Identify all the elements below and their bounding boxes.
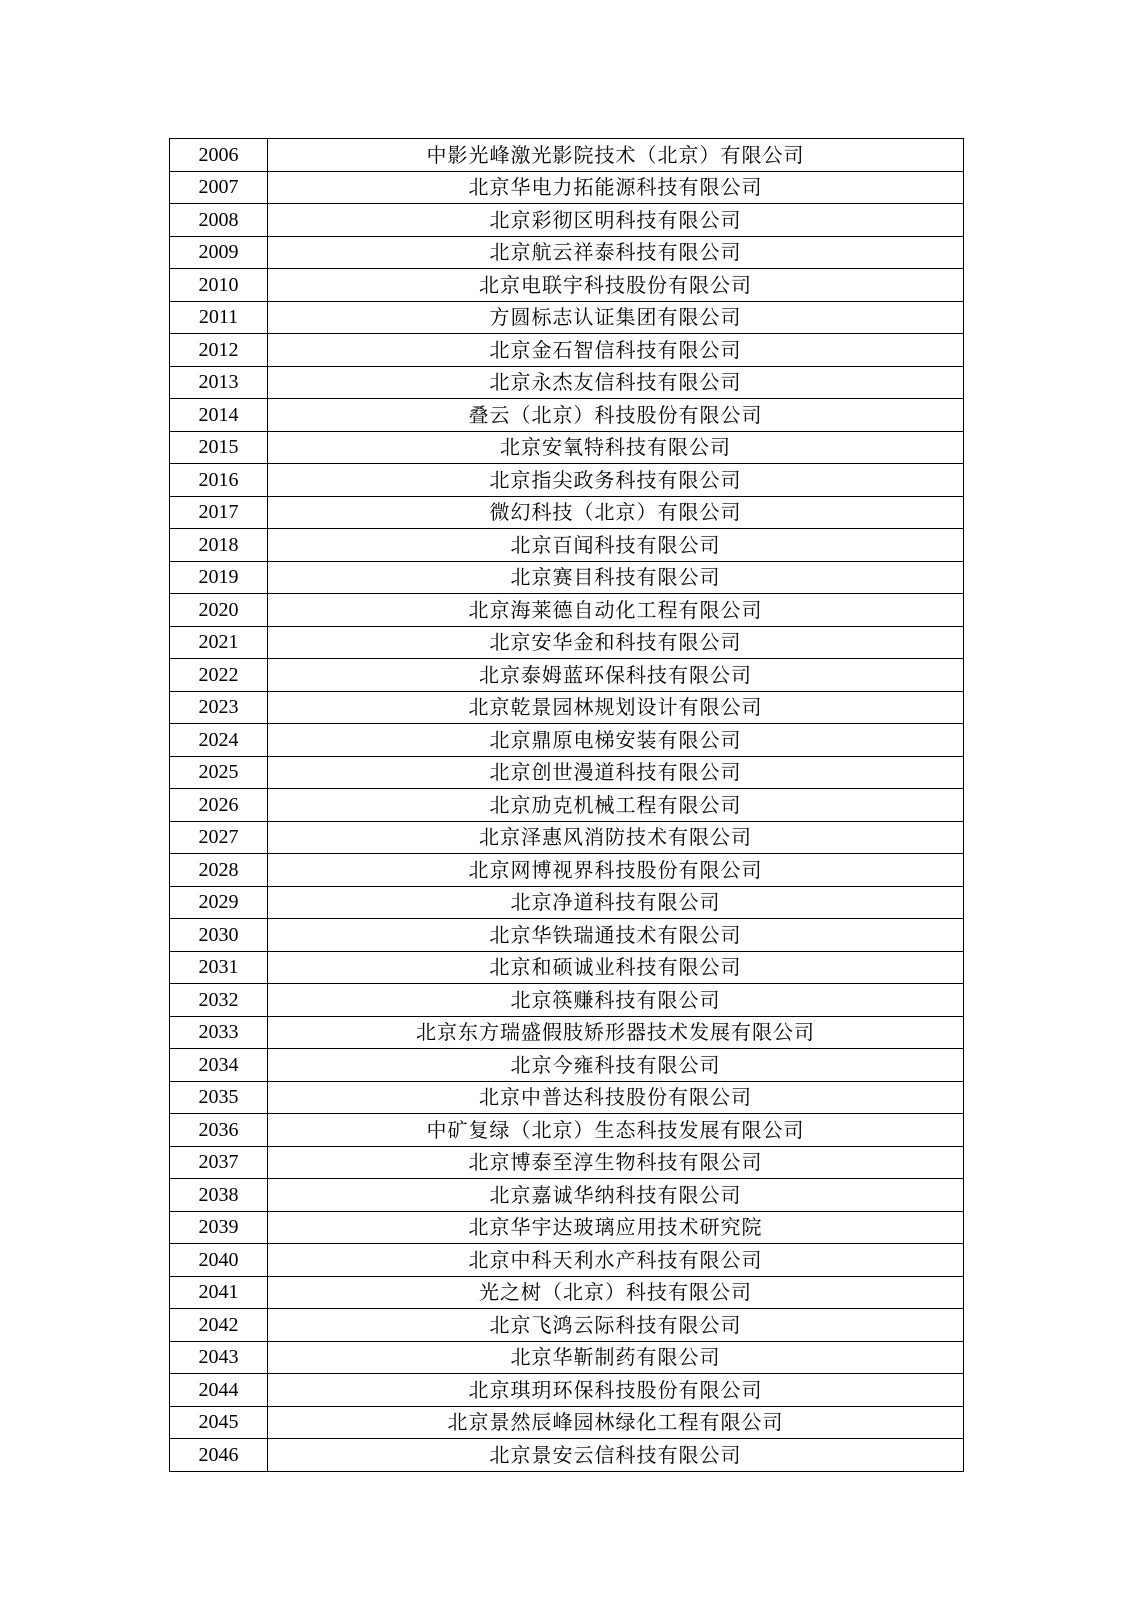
table-row [170, 951, 964, 984]
table-row [170, 1276, 964, 1309]
company-name: 北京赛目科技有限公司 [268, 561, 964, 594]
table-row [170, 1406, 964, 1439]
company-name: 北京百闻科技有限公司 [268, 529, 964, 562]
row-number: 2006 [170, 139, 268, 172]
company-name: 北京琪玥环保科技股份有限公司 [268, 1374, 964, 1407]
row-number: 2023 [170, 691, 268, 724]
row-number: 2028 [170, 854, 268, 887]
company-name: 北京博泰至淳生物科技有限公司 [268, 1146, 964, 1179]
company-name: 北京彩彻区明科技有限公司 [268, 204, 964, 237]
table-row [170, 626, 964, 659]
table-row [170, 1309, 964, 1342]
table-row [170, 334, 964, 367]
row-number: 2035 [170, 1081, 268, 1114]
table-row [170, 789, 964, 822]
row-number: 2039 [170, 1211, 268, 1244]
company-name: 北京安氧特科技有限公司 [268, 431, 964, 464]
row-number: 2046 [170, 1439, 268, 1472]
row-number: 2007 [170, 171, 268, 204]
company-name: 北京金石智信科技有限公司 [268, 334, 964, 367]
row-number: 2012 [170, 334, 268, 367]
row-number: 2038 [170, 1179, 268, 1212]
row-number: 2017 [170, 496, 268, 529]
table-row [170, 821, 964, 854]
table-row [170, 139, 964, 172]
row-number: 2016 [170, 464, 268, 497]
company-name: 北京华靳制药有限公司 [268, 1341, 964, 1374]
table-row [170, 1244, 964, 1277]
row-number: 2037 [170, 1146, 268, 1179]
company-name: 北京创世漫道科技有限公司 [268, 756, 964, 789]
company-name: 北京飞鸿云际科技有限公司 [268, 1309, 964, 1342]
row-number: 2044 [170, 1374, 268, 1407]
company-name: 北京筷赚科技有限公司 [268, 984, 964, 1017]
table-row [170, 561, 964, 594]
company-name: 北京安华金和科技有限公司 [268, 626, 964, 659]
company-name: 叠云（北京）科技股份有限公司 [268, 399, 964, 432]
company-name: 微幻科技（北京）有限公司 [268, 496, 964, 529]
company-name: 光之树（北京）科技有限公司 [268, 1276, 964, 1309]
table-row [170, 984, 964, 1017]
company-name: 北京华电力拓能源科技有限公司 [268, 171, 964, 204]
table-row [170, 1439, 964, 1472]
company-name: 北京景然辰峰园林绿化工程有限公司 [268, 1406, 964, 1439]
table-row [170, 366, 964, 399]
row-number: 2042 [170, 1309, 268, 1342]
company-name: 北京东方瑞盛假肢矫形器技术发展有限公司 [268, 1016, 964, 1049]
table-row [170, 301, 964, 334]
table-row [170, 1374, 964, 1407]
row-number: 2009 [170, 236, 268, 269]
company-name: 中影光峰激光影院技术（北京）有限公司 [268, 139, 964, 172]
table-row [170, 236, 964, 269]
table-row [170, 854, 964, 887]
row-number: 2024 [170, 724, 268, 757]
table-row [170, 1081, 964, 1114]
table-row [170, 1341, 964, 1374]
company-name: 北京海莱德自动化工程有限公司 [268, 594, 964, 627]
table-row [170, 1211, 964, 1244]
table-row [170, 1114, 964, 1147]
company-name: 北京指尖政务科技有限公司 [268, 464, 964, 497]
row-number: 2011 [170, 301, 268, 334]
table-row [170, 529, 964, 562]
table-row [170, 886, 964, 919]
row-number: 2010 [170, 269, 268, 302]
table-row [170, 171, 964, 204]
company-name: 北京网博视界科技股份有限公司 [268, 854, 964, 887]
row-number: 2043 [170, 1341, 268, 1374]
company-name: 北京泽惠风消防技术有限公司 [268, 821, 964, 854]
company-name: 北京华铁瑞通技术有限公司 [268, 919, 964, 952]
table-row [170, 496, 964, 529]
row-number: 2041 [170, 1276, 268, 1309]
row-number: 2027 [170, 821, 268, 854]
table-row [170, 1179, 964, 1212]
row-number: 2021 [170, 626, 268, 659]
table-row [170, 269, 964, 302]
company-name: 北京景安云信科技有限公司 [268, 1439, 964, 1472]
row-number: 2008 [170, 204, 268, 237]
table-row [170, 1146, 964, 1179]
table-row [170, 399, 964, 432]
company-name: 北京航云祥泰科技有限公司 [268, 236, 964, 269]
row-number: 2033 [170, 1016, 268, 1049]
row-number: 2045 [170, 1406, 268, 1439]
row-number: 2020 [170, 594, 268, 627]
row-number: 2034 [170, 1049, 268, 1082]
table-row [170, 1049, 964, 1082]
table-row [170, 659, 964, 692]
row-number: 2014 [170, 399, 268, 432]
row-number: 2031 [170, 951, 268, 984]
table-row [170, 691, 964, 724]
company-name: 北京华宇达玻璃应用技术研究院 [268, 1211, 964, 1244]
company-name: 北京嘉诚华纳科技有限公司 [268, 1179, 964, 1212]
table-row [170, 431, 964, 464]
row-number: 2040 [170, 1244, 268, 1277]
table-row [170, 919, 964, 952]
company-name: 方圆标志认证集团有限公司 [268, 301, 964, 334]
company-name: 北京中科天利水产科技有限公司 [268, 1244, 964, 1277]
table-row [170, 204, 964, 237]
row-number: 2026 [170, 789, 268, 822]
row-number: 2029 [170, 886, 268, 919]
company-name: 北京鼎原电梯安装有限公司 [268, 724, 964, 757]
row-number: 2025 [170, 756, 268, 789]
company-name: 北京永杰友信科技有限公司 [268, 366, 964, 399]
company-name: 北京和硕诚业科技有限公司 [268, 951, 964, 984]
table-row [170, 464, 964, 497]
table-row [170, 1016, 964, 1049]
company-name: 北京净道科技有限公司 [268, 886, 964, 919]
company-name: 北京劢克机械工程有限公司 [268, 789, 964, 822]
company-list-body [170, 139, 964, 1472]
row-number: 2036 [170, 1114, 268, 1147]
row-number: 2015 [170, 431, 268, 464]
row-number: 2013 [170, 366, 268, 399]
company-name: 北京中普达科技股份有限公司 [268, 1081, 964, 1114]
row-number: 2032 [170, 984, 268, 1017]
row-number: 2019 [170, 561, 268, 594]
company-name: 中矿复绿（北京）生态科技发展有限公司 [268, 1114, 964, 1147]
table-row [170, 756, 964, 789]
company-name: 北京今雍科技有限公司 [268, 1049, 964, 1082]
row-number: 2022 [170, 659, 268, 692]
row-number: 2018 [170, 529, 268, 562]
table-row [170, 594, 964, 627]
company-name: 北京乾景园林规划设计有限公司 [268, 691, 964, 724]
company-name: 北京电联宇科技股份有限公司 [268, 269, 964, 302]
table-row [170, 724, 964, 757]
row-number: 2030 [170, 919, 268, 952]
company-list-table [169, 138, 964, 1472]
company-name: 北京泰姆蓝环保科技有限公司 [268, 659, 964, 692]
